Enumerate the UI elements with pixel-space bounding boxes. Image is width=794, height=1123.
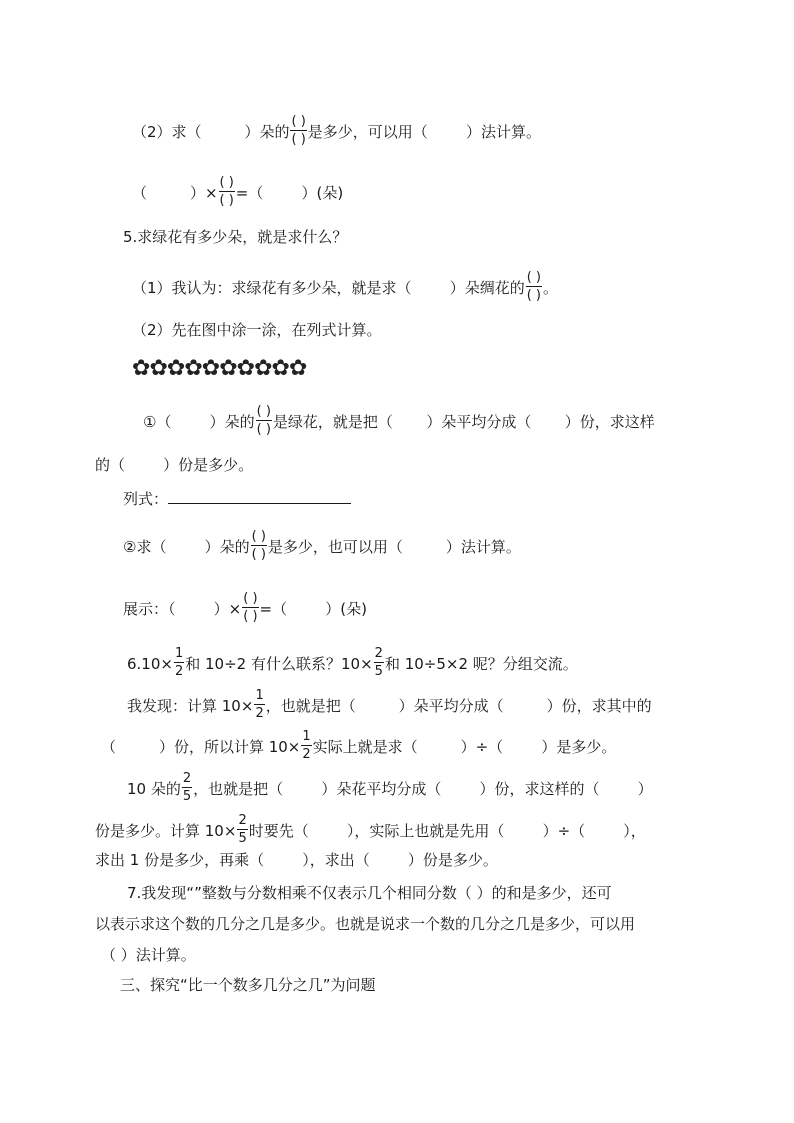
flower-icon[interactable]: ✿: [236, 356, 255, 381]
fraction: $\frac{1}{2}$: [255, 688, 264, 721]
formula-line: 列式：: [123, 489, 351, 508]
flower-icon[interactable]: ✿: [254, 356, 272, 381]
question-6-finding-2: （ ）份，所以计算 10× $\frac{1}{2}$ 实际上就是求（ ）÷（ ）是多少。: [101, 729, 617, 762]
fraction-blank: ( ) ( ): [256, 404, 271, 437]
fraction: $\frac{2}{5}$: [374, 646, 383, 679]
flower-icon[interactable]: ✿: [201, 356, 220, 381]
flower-icon[interactable]: ✿: [166, 356, 185, 381]
question-6-finding-5: 求出 1 份是多少，再乘（ ），求出（ ）份是多少。: [95, 851, 498, 869]
q4-part2-line: （2）求（ ）朵的 ( ) ( ) 是多少，可以用（ ）法计算。: [132, 114, 541, 147]
fraction: $\frac{1}{2}$: [174, 646, 184, 679]
fraction-blank: ( ) ( ): [251, 529, 266, 562]
question-6-finding-4: 份是多少。计算 10× $\frac{2}{5}$ 时要先（ ），实际上也就是先用（ ）÷（ ），: [95, 813, 646, 846]
fraction: $\frac{2}{5}$: [182, 771, 192, 804]
section-3-heading: 三、探究“比一个数多几分之几”为问题: [120, 976, 376, 994]
question-5-part1: （1）我认为：求绿花有多少朵，就是求（ ）朵绸花的 ( ) ( ) 。: [132, 270, 559, 303]
question-6-finding-1: 我发现：计算 10× $\frac{1}{2}$ ，也就是把（ ）朵平均分成（ ）份，求其中的: [127, 688, 652, 721]
display-line: 展示：（ ）× ( ) ( ) =（ ）(朵): [123, 591, 367, 624]
flower-icon[interactable]: ✿: [149, 356, 167, 381]
question-7-line-1: 7.我发现“”整数与分数相乘不仅表示几个相同分数（ ）的和是多少，还可: [127, 884, 612, 902]
question-7-line-2: 以表示求这个数的几分之几是多少。也就是说求一个数的几分之几是多少，可以用: [95, 915, 636, 933]
step1-line: ①（ ）朵的 ( ) ( ) 是绿花，就是把（ ）朵平均分成（ ）份，求这样: [143, 404, 655, 437]
fraction-blank: ( ) ( ): [291, 114, 306, 147]
flower-icon[interactable]: ✿: [288, 356, 307, 381]
formula-answer-blank[interactable]: [168, 489, 351, 504]
flower-row: [132, 357, 306, 381]
question-6-title: 6.10× $\frac{1}{2}$ 和 10÷2 有什么联系？10× $\frac{2}{5}$ 和 10÷5×2 呢？分组交流。: [127, 646, 578, 679]
question-7-line-3: （ ）法计算。: [101, 946, 196, 964]
fraction: $\frac{2}{5}$: [238, 813, 247, 846]
flower-icon[interactable]: ✿: [132, 356, 150, 381]
flower-icon[interactable]: ✿: [219, 356, 237, 381]
step2-line: ②求（ ）朵的 ( ) ( ) 是多少，也可以用（ ）法计算。: [123, 529, 521, 562]
fraction-blank: ( ) ( ): [243, 591, 258, 624]
fraction-blank: ( ) ( ): [526, 270, 541, 303]
fraction: $\frac{1}{2}$: [302, 729, 311, 762]
fraction-blank: ( ) ( ): [219, 175, 234, 208]
question-5-title: 5.求绿花有多少朵，就是求什么？: [123, 228, 348, 246]
flower-icon[interactable]: ✿: [184, 356, 202, 381]
flower-icon[interactable]: ✿: [271, 356, 289, 381]
q4-part2-formula: （ ）× ( ) ( ) =（ ）(朵): [132, 175, 344, 208]
question-6-finding-3: 10 朵的 $\frac{2}{5}$ ，也就是把（ ）朵花平均分成（ ）份，求这样的（ ）: [127, 771, 653, 804]
question-5-part2: （2）先在图中涂一涂，在列式计算。: [132, 321, 382, 339]
step1-line-cont: 的（ ）份是多少。: [95, 456, 254, 474]
